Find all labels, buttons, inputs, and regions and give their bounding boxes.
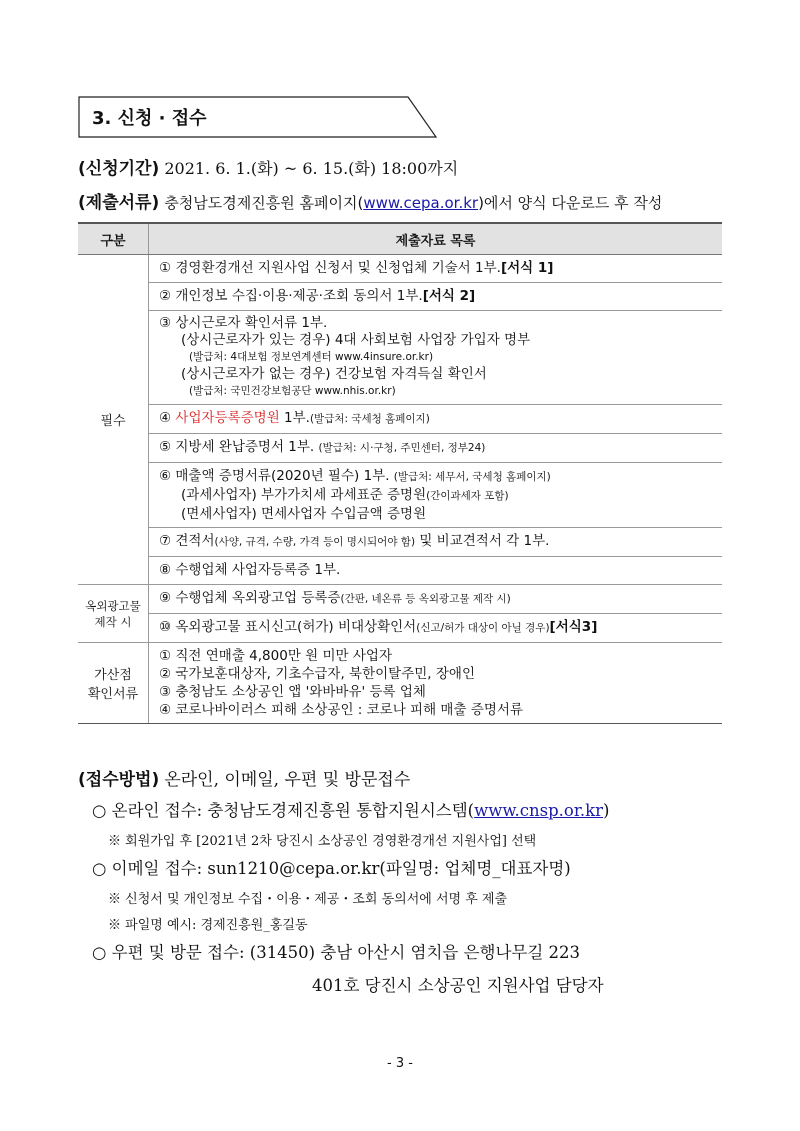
business-registration-highlight: 사업자등록증명원 (175, 410, 280, 426)
post-line-2: 401호 당진시 소상공인 지원사업 담당자 (312, 976, 604, 995)
period-value: 2021. 6. 1.(화) ~ 6. 15.(화) 18:00까지 (164, 159, 459, 178)
item-3: ③ 상시근로자 확인서류 1부. (상시근로자가 있는 경우) 4대 사회보험 사업장 가입자 명부 (발급처: 4대보험 정보연계센터 www.4insure.or.kr) (상시근로자가 없는 경우) 건강보험 자격득실 확인서 (발급처: 국민건강보험공단 www.nhis.or.kr) (149, 311, 723, 405)
item-6: ⑥ 매출액 증명서류(2020년 필수) 1부. (발급처: 세무서, 국세청 홈페이지) (과세사업자) 부가가치세 과세표준 증명원(간이과세자 포함) (면세사업자) 면세사업자 수입금액 증명원 (149, 463, 723, 528)
section-header (78, 96, 438, 138)
category-bonus: 가산점 확인서류 (78, 643, 149, 724)
table-row (78, 528, 722, 557)
email-note-2: ※ 파일명 예시: 경제진흥원_홍길동 (108, 918, 308, 933)
method-label: (접수방법) (78, 770, 160, 790)
docs-prefix: 충청남도경제진흥원 홈페이지( (164, 194, 364, 212)
docs-suffix: )에서 양식 다운로드 후 작성 (478, 194, 663, 212)
page-number: - 3 - (387, 1056, 413, 1071)
online-line: ○ 온라인 접수: 충청남도경제진흥원 통합지원시스템(www.cnsp.or.kr) (92, 801, 610, 820)
cepa-link[interactable]: www.cepa.or.kr (363, 194, 479, 212)
category-required: 필수 (78, 255, 149, 585)
cnsp-link[interactable]: www.cnsp.or.kr (474, 801, 604, 820)
table-row (78, 463, 722, 528)
item-8: ⑧ 수행업체 사업자등록증 1부. (149, 557, 723, 585)
table-row (78, 255, 722, 283)
header-category: 구분 (78, 223, 149, 255)
item-7: ⑦ 견적서(사양, 규격, 수량, 가격 등이 명시되어야 함) 및 비교견적서 각 1부. (149, 528, 723, 557)
bonus-items: ① 직전 연매출 4,800만 원 미만 사업자 ② 국가보훈대상자, 기초수급자, 북한이탈주민, 장애인 ③ 충청남도 소상공인 앱 '와바바유' 등록 업체 ④ 코로나바이러스 피해 소상공인 : 코로나 피해 매출 증명서류 (149, 643, 723, 724)
table-row (78, 585, 722, 614)
category-outdoor: 옥외광고물 제작 시 (78, 585, 149, 643)
table-row (78, 311, 722, 405)
item-1: ① 경영환경개선 지원사업 신청서 및 신청업체 기술서 1부.[서식 1] (149, 255, 723, 283)
post-line-1: ○ 우편 및 방문 접수: (31450) 충남 아산시 염치읍 은행나무길 223 (92, 943, 581, 962)
section-title: 3. 신청 · 접수 (92, 108, 207, 129)
item-9: ⑨ 수행업체 옥외광고업 등록증(간판, 네온류 등 옥외광고물 제작 시) (149, 585, 723, 614)
docs-line (78, 188, 662, 213)
email-note-1: ※ 신청서 및 개인정보 수집・이용・제공・조회 동의서에 서명 후 제출 (108, 892, 508, 907)
table-row (78, 643, 722, 724)
method-line (78, 765, 410, 790)
item-5: ⑤ 지방세 완납증명서 1부. (발급처: 시·구청, 주민센터, 정부24) (149, 434, 723, 463)
period-line (78, 154, 458, 179)
item-10: ⑩ 옥외광고물 표시신고(허가) 비대상확인서(신고/허가 대상이 아닐 경우)[서식3] (149, 614, 723, 643)
table-header-row (78, 223, 722, 255)
docs-label: (제출서류) (78, 193, 160, 213)
table-row (78, 434, 722, 463)
table-row (78, 405, 722, 434)
online-note: ※ 회원가입 후 [2021년 2차 당진시 소상공인 경영환경개선 지원사업] 선택 (108, 834, 537, 849)
header-list: 제출자료 목록 (149, 223, 723, 255)
table-row (78, 557, 722, 585)
period-label: (신청기간) (78, 159, 160, 179)
table-row (78, 283, 722, 311)
documents-table (78, 222, 722, 724)
item-2: ② 개인정보 수집·이용·제공·조회 동의서 1부.[서식 2] (149, 283, 723, 311)
email-line: ○ 이메일 접수: sun1210@cepa.or.kr(파일명: 업체명_대표자명) (92, 859, 571, 878)
item-4: ④ 사업자등록증명원 1부.(발급처: 국세청 홈페이지) (149, 405, 723, 434)
method-value: 온라인, 이메일, 우편 및 방문접수 (164, 770, 411, 790)
table-row (78, 614, 722, 643)
